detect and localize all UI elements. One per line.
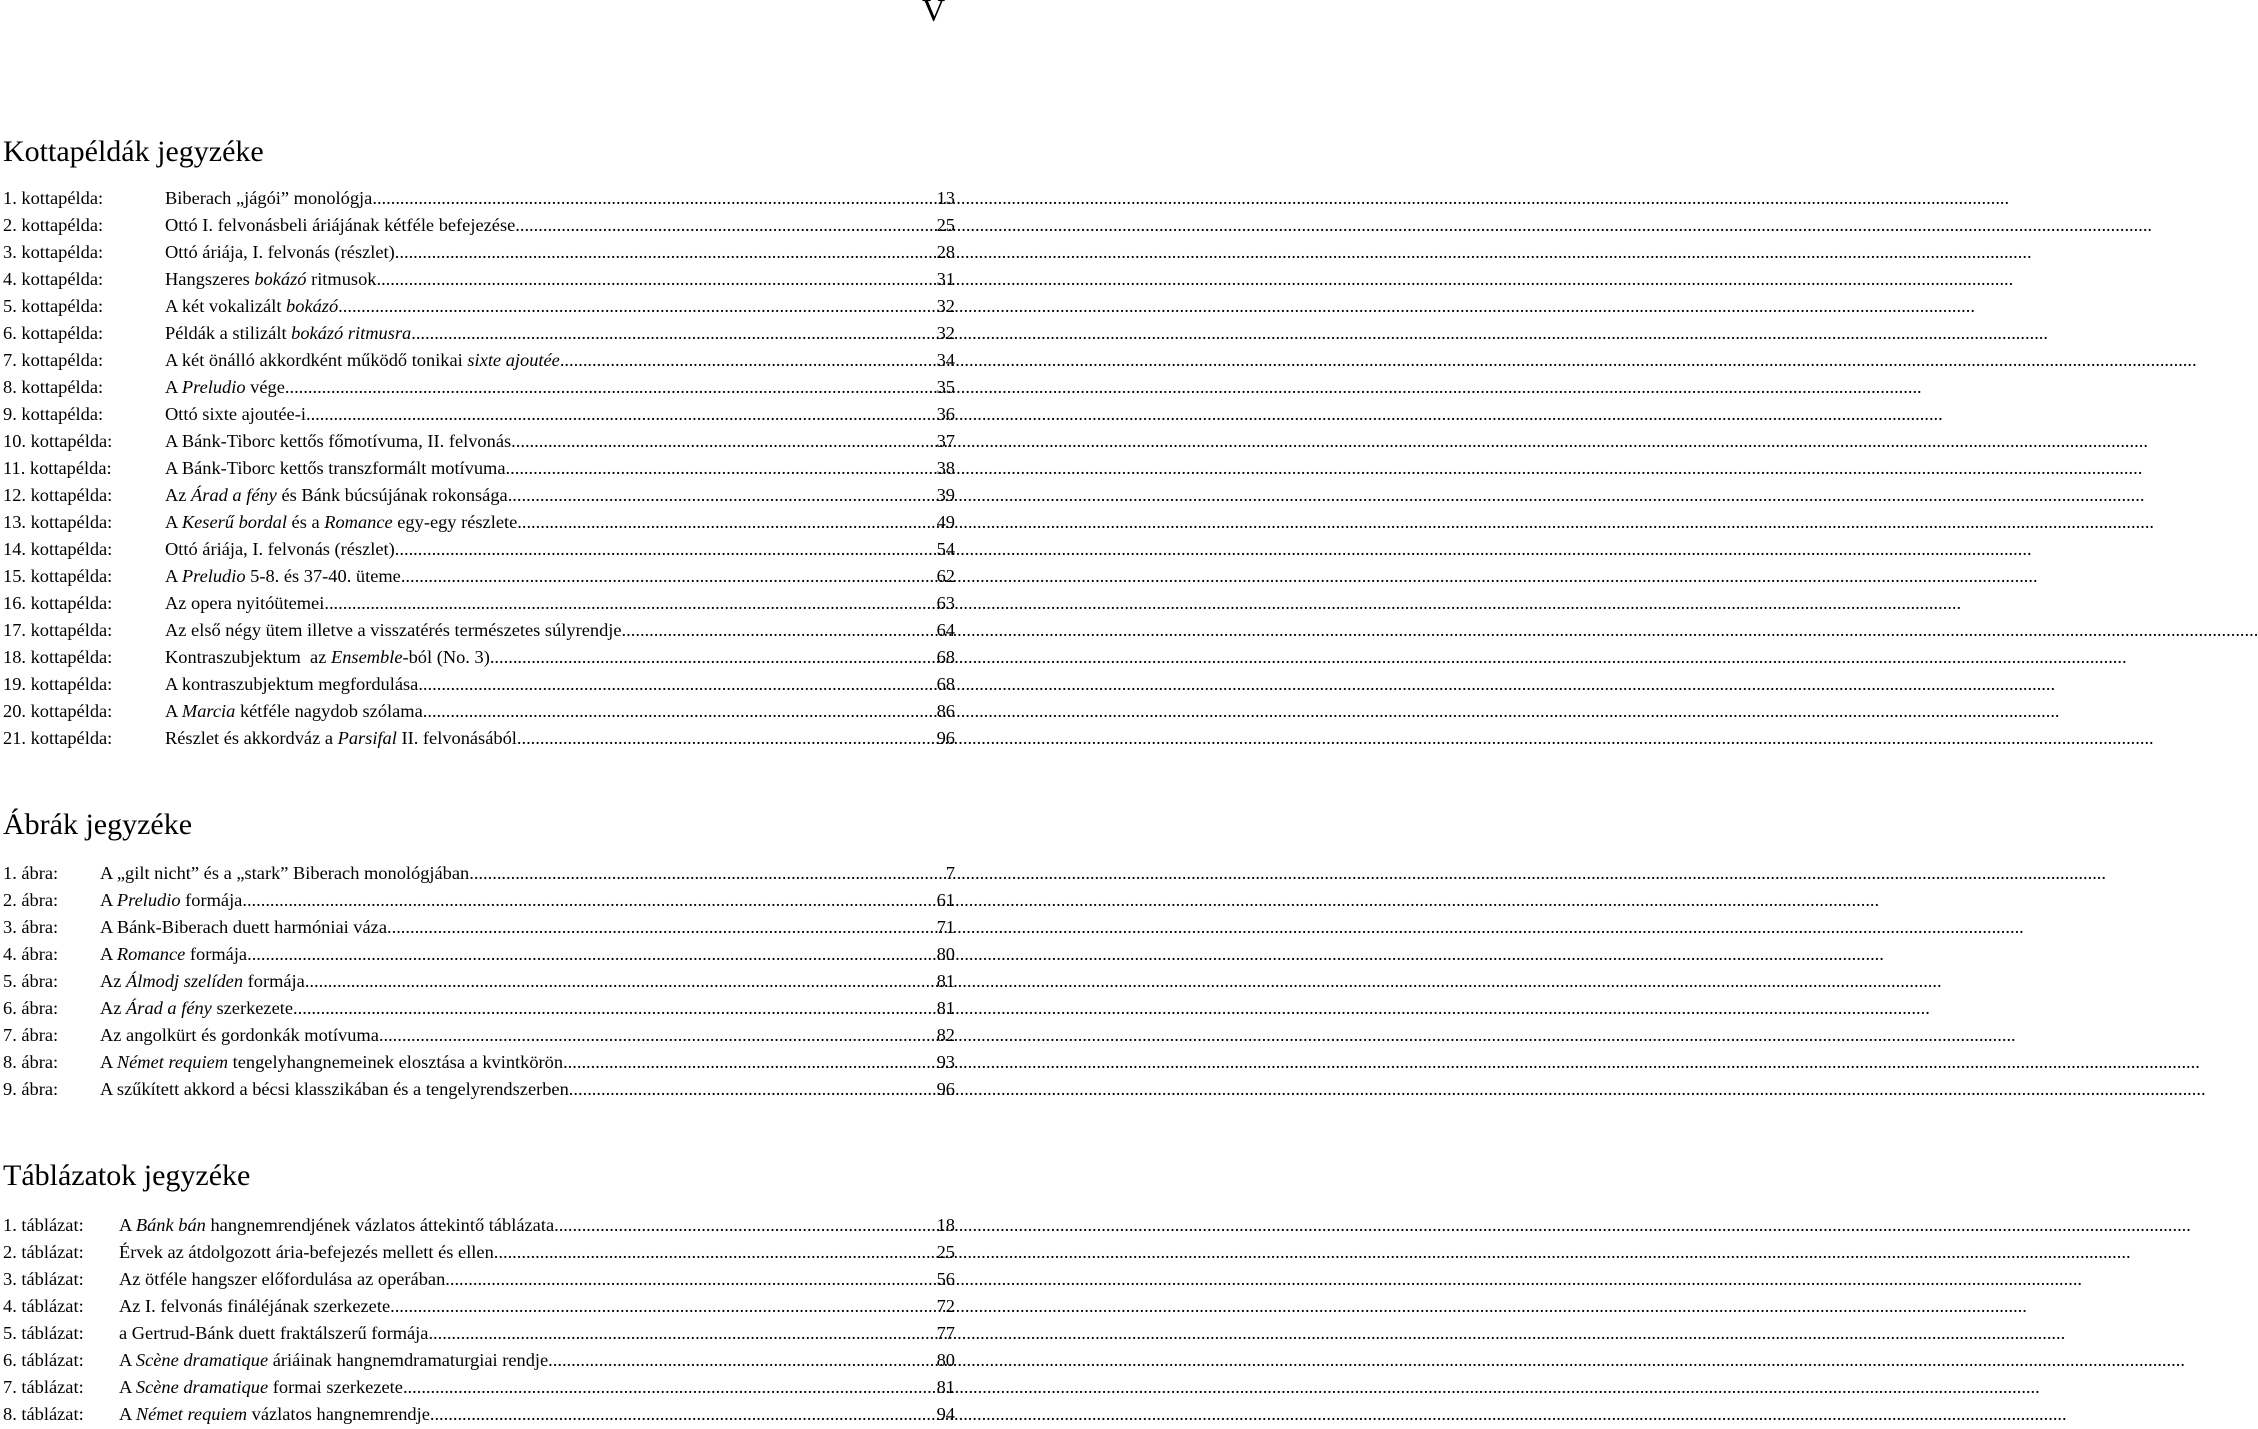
toc-entry-page: 31 [936, 269, 955, 289]
toc-entry [3, 1266, 955, 1293]
toc-entry [3, 590, 955, 617]
dot-leader [372, 185, 936, 212]
toc-entry-page: 25 [936, 215, 955, 235]
toc-entry-title-text: A kontraszubjektum megfordulása [165, 674, 419, 694]
toc-entry-title [119, 1266, 445, 1293]
toc-entry-title-italic: Árad a fény [191, 485, 277, 505]
dot-leader [305, 968, 937, 995]
toc-entry-title-text: formai szerkezete [268, 1377, 403, 1397]
toc-entry-title-text: hangnemrendjének vázlatos áttekintő táblázata [205, 1215, 555, 1235]
toc-entry [3, 671, 955, 698]
toc-entry-title [119, 1212, 554, 1239]
toc-entry-title-text: formája [180, 890, 243, 910]
toc-entry-page: 71 [936, 917, 955, 937]
toc-entry-page: 62 [936, 566, 955, 586]
toc-entry-title-italic: Scène dramatique [135, 1350, 269, 1370]
dot-leader [428, 1320, 936, 1347]
toc-entry-label: 3. ábra: [3, 917, 59, 937]
toc-entry-label: 19. kottapélda: [3, 674, 113, 694]
toc-entry-title-text: egy-egy részlete [392, 512, 518, 532]
toc-entry-page: 63 [936, 593, 955, 613]
toc-entry-title-italic: Álmodj szelíden [126, 971, 244, 991]
dot-leader [242, 887, 936, 914]
toc-entry-title [119, 1347, 548, 1374]
toc-entry-title-text: Az [100, 998, 127, 1018]
toc-entry-title [100, 1049, 563, 1076]
toc-entry-label: 4. kottapélda: [3, 269, 104, 289]
toc-entry-title [100, 914, 387, 941]
dot-leader [494, 1239, 937, 1266]
toc-entry-title [165, 185, 372, 212]
toc-entry-title-italic: Preludio [181, 566, 246, 586]
toc-entry-label: 18. kottapélda: [3, 647, 113, 667]
toc-entry-title-italic: Preludio [181, 377, 246, 397]
toc-entry-title-text: és a [286, 512, 325, 532]
toc-entry-title-text: Részlet és akkordváz a [165, 728, 338, 748]
toc-entry-title [165, 374, 285, 401]
dot-leader [569, 1076, 937, 1103]
toc-entry-title-text: a Gertrud-Bánk duett fraktálszerű formája [119, 1323, 429, 1343]
toc-entry-title-text: vége [245, 377, 285, 397]
toc-entry-title-text: Ottó áriája, I. felvonás (részlet) [165, 242, 395, 262]
toc-entry [3, 1320, 955, 1347]
toc-entry-title [165, 698, 423, 725]
dot-leader [554, 1212, 937, 1239]
toc-entry-label: 3. kottapélda: [3, 242, 104, 262]
toc-entry-title-text: Az opera nyitóütemei [165, 593, 325, 613]
toc-entry-title [119, 1239, 494, 1266]
toc-entry-title-text: A [119, 1215, 136, 1235]
toc-entry-page: 28 [936, 242, 955, 262]
toc-entry-label: 13. kottapélda: [3, 512, 113, 532]
toc-entry-page: 32 [936, 296, 955, 316]
toc-entry-title-text: kétféle nagydob szólama [235, 701, 423, 721]
toc-entry [3, 293, 955, 320]
toc-entry [3, 347, 955, 374]
toc-entry-label: 2. táblázat: [3, 1242, 84, 1262]
toc-entry-title-text: A [165, 701, 182, 721]
toc-entry-page: 96 [936, 1079, 955, 1099]
toc-entry-label: 1. ábra: [3, 863, 59, 883]
dot-leader [379, 1022, 937, 1049]
toc-entry [3, 1347, 955, 1374]
toc-entry-page: 68 [936, 647, 955, 667]
toc-entry [3, 860, 955, 887]
toc-entry-title [165, 644, 490, 671]
toc-entry-title-italic: bokázó ritmusra [291, 323, 412, 343]
toc-entry-page: 38 [936, 458, 955, 478]
toc-entry-title-italic: Német requiem [116, 1052, 229, 1072]
toc-entry [3, 185, 955, 212]
toc-entry-title [119, 1320, 428, 1347]
toc-entry-label: 9. ábra: [3, 1079, 59, 1099]
dot-leader [423, 698, 937, 725]
toc-entry-page: 34 [936, 350, 955, 370]
dot-leader [508, 482, 937, 509]
toc-entry-title-text: A [165, 512, 182, 532]
toc-entry [3, 563, 955, 590]
toc-entry-label: 21. kottapélda: [3, 728, 113, 748]
toc-entry-page: 13 [936, 188, 955, 208]
toc-entry-page: 81 [936, 1377, 955, 1397]
toc-entry-page: 25 [936, 1242, 955, 1262]
toc-entry-title-italic: Árad a fény [126, 998, 212, 1018]
toc-entry-title-text: Az I. felvonás fináléjának szerkezete [119, 1296, 391, 1316]
toc-entry [3, 698, 955, 725]
toc-entry-title-italic: Ensemble [330, 647, 403, 667]
dot-leader [324, 590, 936, 617]
toc-entry-title [165, 725, 517, 752]
toc-entry-title-text: Hangszeres [165, 269, 255, 289]
dot-leader [622, 617, 937, 644]
toc-entry-label: 6. táblázat: [3, 1350, 84, 1370]
toc-entry-label: 1. kottapélda: [3, 188, 104, 208]
toc-entry-page: 77 [936, 1323, 955, 1343]
toc-entry-title-italic: Keserű bordal [181, 512, 287, 532]
toc-entry [3, 428, 955, 455]
toc-entry-title-text: tengelyhangnemeinek elosztása a kvintkörön [228, 1052, 564, 1072]
toc-entry-page: 81 [936, 971, 955, 991]
toc-entry [3, 617, 955, 644]
section-title-abrak: Ábrák jegyzéke [3, 808, 193, 841]
toc-entry-title-italic: Romance [116, 944, 186, 964]
toc-entry-title-text: áriáinak hangnemdramaturgiai rendje [268, 1350, 549, 1370]
toc-entry-page: 96 [936, 728, 955, 748]
toc-entry-title-text: és Bánk búcsújának rokonsága [276, 485, 508, 505]
toc-entry-label: 16. kottapélda: [3, 593, 113, 613]
toc-entry-title [100, 860, 469, 887]
toc-entry-title-text: Az [100, 971, 127, 991]
dot-leader [517, 509, 936, 536]
toc-entry-title-italic: sixte ajoutée [467, 350, 560, 370]
toc-entry-page: 64 [936, 620, 955, 640]
toc-entry [3, 725, 955, 752]
toc-entry-title [100, 968, 305, 995]
toc-entry-title-text: A „gilt nicht” és a „stark” Biberach monológjában [100, 863, 470, 883]
dot-leader [395, 239, 937, 266]
toc-entry-title-text: A két vokalizált [165, 296, 287, 316]
dot-leader [395, 536, 937, 563]
toc-entry-title-text: ritmusok [306, 269, 377, 289]
toc-entry-title-italic: bokázó [254, 269, 307, 289]
toc-entry-page: 72 [936, 1296, 955, 1316]
toc-entry-label: 8. ábra: [3, 1052, 59, 1072]
toc-entry-label: 7. táblázat: [3, 1377, 84, 1397]
toc-entry-label: 5. ábra: [3, 971, 59, 991]
toc-entry-page: 54 [936, 539, 955, 559]
dot-leader [490, 644, 937, 671]
toc-entry-title-text: A [100, 890, 117, 910]
toc-entry-label: 8. kottapélda: [3, 377, 104, 397]
toc-entry-title-text: A [165, 566, 182, 586]
dot-leader [306, 401, 937, 428]
toc-entry [3, 320, 955, 347]
toc-entry-title-italic: bokázó [286, 296, 339, 316]
toc-entry-title-text: II. felvonásából [396, 728, 517, 748]
toc-entry-title [119, 1293, 390, 1320]
toc-entry [3, 1374, 955, 1401]
toc-entry-label: 2. kottapélda: [3, 215, 104, 235]
toc-entry-title-text: Ottó áriája, I. felvonás (részlet) [165, 539, 395, 559]
toc-entry-label: 2. ábra: [3, 890, 59, 910]
toc-entry-page: 32 [936, 323, 955, 343]
toc-entry-label: 5. táblázat: [3, 1323, 84, 1343]
toc-entry-page: 56 [936, 1269, 955, 1289]
toc-entry-page: 35 [936, 377, 955, 397]
section-title-tablazatok: Táblázatok jegyzéke [3, 1159, 251, 1192]
toc-entry [3, 968, 955, 995]
toc-entry-title-italic: Parsifal [337, 728, 397, 748]
toc-entry-page: 80 [936, 944, 955, 964]
toc-entry-page: 61 [936, 890, 955, 910]
toc-entry [3, 536, 955, 563]
toc-entry-label: 5. kottapélda: [3, 296, 104, 316]
toc-entry-title [165, 347, 560, 374]
dot-leader [293, 995, 937, 1022]
dot-leader [403, 1374, 937, 1401]
toc-entry-title-text: A [119, 1350, 136, 1370]
toc-entry-title [165, 401, 306, 428]
toc-entry-page: 37 [936, 431, 955, 451]
toc-entry [3, 482, 955, 509]
toc-entry-page: 18 [936, 1215, 955, 1235]
toc-entry-title-text: A Bánk-Biberach duett harmóniai váza [100, 917, 387, 937]
toc-entry-title-text: A [119, 1404, 136, 1424]
toc-entry-title-text: Kontraszubjektum az [165, 647, 331, 667]
toc-list-abrak [3, 860, 955, 1103]
toc-entry-title-text: A [100, 944, 117, 964]
toc-entry-title [165, 671, 418, 698]
dot-leader [411, 320, 936, 347]
toc-entry-label: 11. kottapélda: [3, 458, 112, 478]
toc-entry-label: 10. kottapélda: [3, 431, 113, 451]
dot-leader [430, 1401, 937, 1428]
dot-leader [285, 374, 937, 401]
toc-entry-label: 6. kottapélda: [3, 323, 104, 343]
dot-leader [560, 347, 937, 374]
toc-list-kottapeldak [3, 185, 955, 752]
toc-entry-title-text: -ból (No. 3) [402, 647, 490, 667]
toc-entry-title [165, 563, 401, 590]
toc-entry-title-italic: Bánk bán [135, 1215, 206, 1235]
toc-entry-title-italic: Marcia [181, 701, 236, 721]
toc-entry-title [165, 320, 411, 347]
dot-leader [563, 1049, 937, 1076]
toc-entry-title-text: A [165, 377, 182, 397]
toc-entry-title [165, 455, 506, 482]
toc-entry [3, 1401, 955, 1428]
toc-entry [3, 509, 955, 536]
dot-leader [247, 941, 937, 968]
toc-entry-page: 94 [936, 1404, 955, 1424]
toc-entry-title [165, 266, 376, 293]
toc-entry-title-text: Példák a stilizált [165, 323, 292, 343]
toc-entry-title-italic: Német requiem [135, 1404, 248, 1424]
toc-entry [3, 266, 955, 293]
toc-entry-page: 93 [936, 1052, 955, 1072]
toc-entry-label: 17. kottapélda: [3, 620, 113, 640]
toc-list-tablazatok [3, 1212, 955, 1428]
toc-entry-title-text: Az [165, 485, 192, 505]
toc-entry [3, 887, 955, 914]
toc-entry-title [165, 239, 395, 266]
dot-leader [390, 1293, 937, 1320]
dot-leader [418, 671, 936, 698]
toc-entry [3, 644, 955, 671]
toc-entry [3, 914, 955, 941]
dot-leader [469, 860, 946, 887]
dot-leader [515, 212, 936, 239]
toc-entry [3, 455, 955, 482]
toc-entry-label: 6. ábra: [3, 998, 59, 1018]
toc-entry-title [100, 941, 247, 968]
toc-entry [3, 212, 955, 239]
toc-entry-page: 39 [936, 485, 955, 505]
toc-entry-page: 7 [945, 863, 955, 883]
toc-entry-title-text: szerkezete [211, 998, 294, 1018]
toc-entry [3, 401, 955, 428]
toc-entry-title-text: Az angolkürt és gordonkák motívuma [100, 1025, 379, 1045]
toc-entry-page: 86 [936, 701, 955, 721]
dot-leader [338, 293, 936, 320]
dot-leader [548, 1347, 936, 1374]
dot-leader [506, 455, 937, 482]
section-title-kottapeldak: Kottapéldák jegyzéke [3, 135, 264, 168]
toc-entry-title [165, 509, 517, 536]
toc-entry-title [100, 887, 242, 914]
toc-entry [3, 1212, 955, 1239]
toc-entry-label: 1. táblázat: [3, 1215, 84, 1235]
toc-entry-label: 7. kottapélda: [3, 350, 104, 370]
toc-entry-title-text: formája [243, 971, 305, 991]
dot-leader [445, 1266, 936, 1293]
toc-entry-title-text: A [100, 1052, 117, 1072]
toc-entry-title [165, 617, 622, 644]
toc-entry-title-italic: Romance [324, 512, 393, 532]
dot-leader [517, 725, 937, 752]
toc-entry-title [165, 293, 338, 320]
toc-entry-title-text: A szűkített akkord a bécsi klasszikában és a tengelyrendszerben [100, 1079, 569, 1099]
toc-entry-title [100, 1076, 569, 1103]
toc-entry-title [165, 536, 395, 563]
toc-entry-label: 8. táblázat: [3, 1404, 84, 1424]
toc-entry [3, 1049, 955, 1076]
dot-leader [401, 563, 937, 590]
toc-entry-title-text: A két önálló akkordként működő tonikai [165, 350, 468, 370]
dot-leader [387, 914, 937, 941]
toc-entry-title [119, 1374, 403, 1401]
toc-entry-title [100, 1022, 379, 1049]
toc-entry-page: 49 [936, 512, 955, 532]
toc-entry-title-text: Érvek az átdolgozott ária-befejezés mellett és ellen [119, 1242, 494, 1262]
toc-entry-page: 80 [936, 1350, 955, 1370]
toc-entry-title [165, 482, 508, 509]
page-number: V [922, 0, 946, 28]
toc-entry-label: 7. ábra: [3, 1025, 59, 1045]
toc-entry-label: 9. kottapélda: [3, 404, 104, 424]
toc-entry-title-text: vázlatos hangnemrendje [247, 1404, 430, 1424]
toc-entry-title [165, 212, 515, 239]
toc-entry-title [100, 995, 293, 1022]
toc-entry-title-text: Ottó sixte ajoutée-i [165, 404, 306, 424]
toc-entry-title-text: Ottó I. felvonásbeli áriájának kétféle befejezése [165, 215, 516, 235]
toc-entry-title-italic: Scène dramatique [135, 1377, 269, 1397]
toc-entry-page: 36 [936, 404, 955, 424]
toc-entry-title-text: Az ötféle hangszer előfordulása az operában [119, 1269, 446, 1289]
toc-entry-title-italic: Preludio [116, 890, 181, 910]
toc-entry [3, 1022, 955, 1049]
toc-entry-label: 3. táblázat: [3, 1269, 84, 1289]
toc-entry-title-text: Az első négy ütem illetve a visszatérés természetes súlyrendje [165, 620, 622, 640]
toc-entry-title [119, 1401, 430, 1428]
toc-entry-title [165, 428, 511, 455]
toc-entry-title-text: A [119, 1377, 136, 1397]
toc-entry-page: 82 [936, 1025, 955, 1045]
toc-entry-title-text: Biberach „jágói” monológja [165, 188, 373, 208]
toc-entry-page: 81 [936, 998, 955, 1018]
toc-entry-label: 12. kottapélda: [3, 485, 113, 505]
dot-leader [376, 266, 936, 293]
toc-entry-label: 15. kottapélda: [3, 566, 113, 586]
toc-entry-label: 4. ábra: [3, 944, 59, 964]
toc-entry-title [165, 590, 324, 617]
toc-entry-label: 20. kottapélda: [3, 701, 113, 721]
toc-entry [3, 995, 955, 1022]
toc-entry-title-text: A Bánk-Tiborc kettős transzformált motívuma [165, 458, 506, 478]
toc-entry [3, 1293, 955, 1320]
toc-entry [3, 1239, 955, 1266]
toc-entry-title-text: 5-8. és 37-40. üteme [245, 566, 401, 586]
toc-entry-title-text: A Bánk-Tiborc kettős főmotívuma, II. felvonás [165, 431, 512, 451]
toc-entry [3, 239, 955, 266]
toc-entry-page: 68 [936, 674, 955, 694]
toc-entry [3, 1076, 955, 1103]
toc-entry [3, 941, 955, 968]
toc-entry-label: 14. kottapélda: [3, 539, 113, 559]
toc-entry [3, 374, 955, 401]
toc-entry-label: 4. táblázat: [3, 1296, 84, 1316]
toc-entry-title-text: formája [185, 944, 248, 964]
dot-leader [511, 428, 936, 455]
